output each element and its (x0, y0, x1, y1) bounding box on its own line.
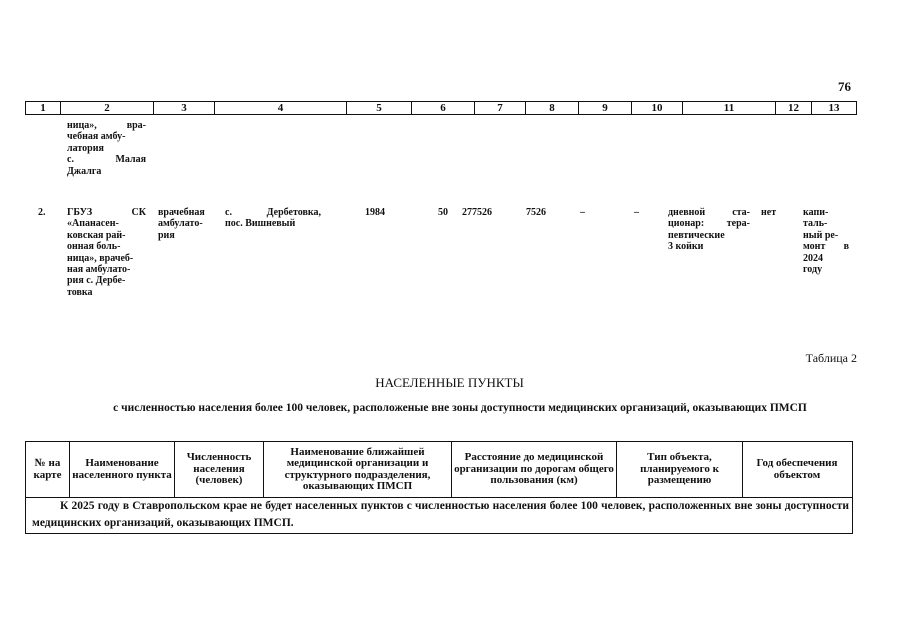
col-header: 12 (776, 102, 812, 114)
table-2-body-text: К 2025 году в Ставропольском крае не будет населенных пунктов с численностью населения более 100 человек, расположенных вне зоны доступности медицинских организаций, оказывающих ПМСП. (32, 500, 849, 529)
table-2 (25, 441, 853, 534)
continuation-col2: ница», вра- чебная амбу- латория с. Малая Джалга (67, 120, 146, 177)
col-header: 11 (683, 102, 776, 114)
col-header: 10 (632, 102, 683, 114)
row-col12: нет (761, 207, 777, 218)
col-header: Год обеспечения объектом (756, 457, 838, 481)
col-header: Наименование ближайшей медицинской организации и структурного подразделения, оказывающих ПМСП (264, 442, 452, 497)
col-header: Численность населения (человек) (175, 442, 264, 497)
col-header: 6 (412, 102, 475, 114)
col-header: 7 (475, 102, 526, 114)
row-col7: 277526 (462, 207, 492, 218)
col-header: 13 (828, 102, 840, 114)
col-header: 2 (61, 102, 154, 114)
table-caption: Таблица 2 (805, 351, 857, 365)
col-header: 4 (215, 102, 347, 114)
row-org-name: ГБУЗ СК «Апанасен- ковская рай- онная боль- ница», врачеб- ная амбулато- рия с. Дербе- товка (67, 207, 146, 298)
col-header: 8 (526, 102, 579, 114)
row-unit-type: врачебная амбулато- рия (158, 207, 205, 241)
row-col9: – (580, 207, 585, 218)
table-subtitle: с численностью населения более 100 человек, расположеные вне зоны доступности медицинских организаций, оказывающих ПМСП (113, 402, 807, 414)
col-header: Наименование населенного пункта (70, 442, 175, 497)
row-col13: капи- таль- ный ре- монт в 2024 году (803, 207, 849, 276)
row-col11: дневной ста- ционар: тера- певтические 3 койки (668, 207, 750, 253)
row-locality: с. Дербетовка, пос. Вишневый (225, 207, 321, 230)
row-col6: 50 (438, 207, 448, 218)
col-header: 9 (579, 102, 632, 114)
row-col8: 7526 (526, 207, 546, 218)
table-header-row (25, 101, 857, 115)
col-header: 3 (154, 102, 215, 114)
table-title: НАСЕЛЕННЫЕ ПУНКТЫ (375, 375, 524, 390)
table-2-header-row (26, 442, 852, 498)
page-number: 76 (838, 79, 851, 94)
row-col10: – (634, 207, 639, 218)
col-header: Тип объекта, планируемого к размещению (617, 442, 743, 497)
row-col5: 1984 (365, 207, 385, 218)
col-header: 1 (26, 102, 61, 114)
col-header: 5 (347, 102, 412, 114)
col-header: Расстояние до медицинской организации по дорогам общего пользования (км) (452, 442, 617, 497)
col-header: № на карте (26, 442, 70, 497)
row-number: 2. (38, 207, 46, 218)
